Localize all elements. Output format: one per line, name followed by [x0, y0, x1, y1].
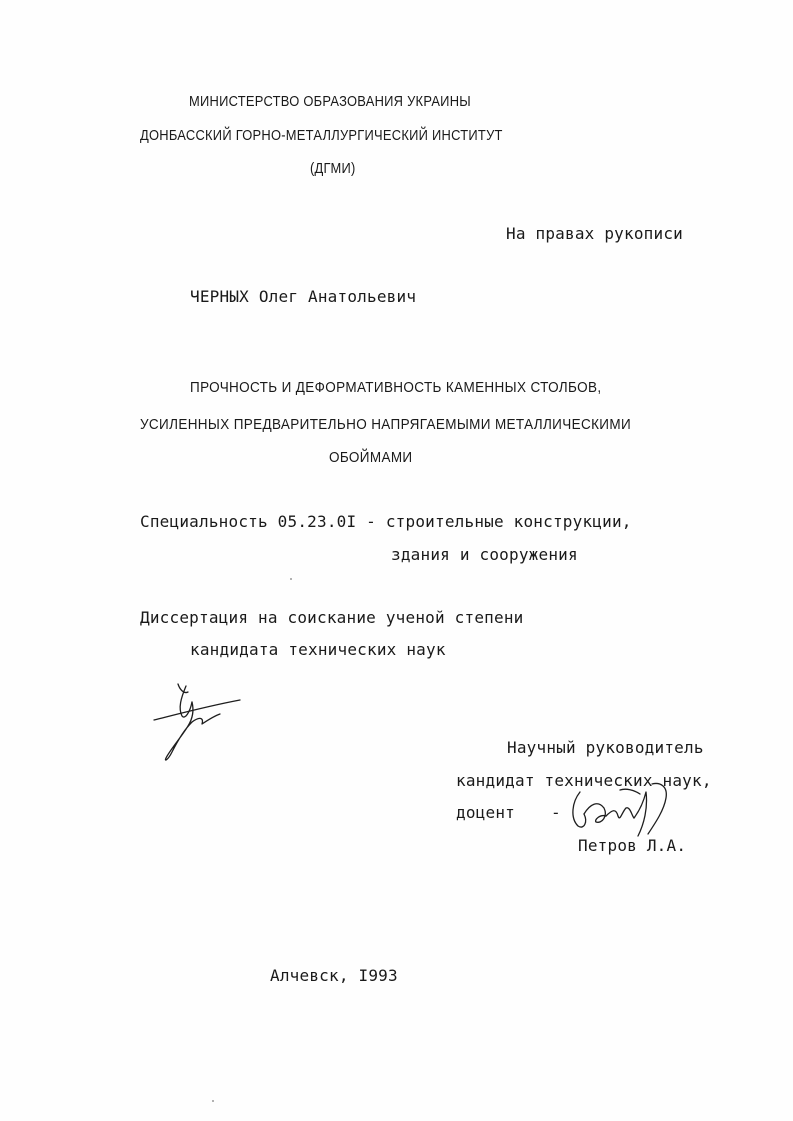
thesis-title-line-3: ОБОЙМАМИ: [329, 449, 413, 466]
thesis-title-line-1: ПРОЧНОСТЬ И ДЕФОРМАТИВНОСТЬ КАМЕННЫХ СТОЛБОВ,: [190, 379, 602, 396]
institute-abbreviation: (ДГМИ): [310, 160, 356, 177]
scan-speck: [290, 578, 292, 580]
place-and-year: Алчевск, I993: [270, 966, 398, 985]
institute-heading: ДОНБАССКИЙ ГОРНО-МЕТАЛЛУРГИЧЕСКИЙ ИНСТИТУТ: [140, 127, 503, 144]
ministry-heading: МИНИСТЕРСТВО ОБРАЗОВАНИЯ УКРАИНЫ: [189, 93, 471, 110]
rights-note: На правах рукописи: [506, 224, 683, 243]
author-signature: [148, 680, 248, 764]
scan-speck: [212, 1100, 214, 1102]
supervisor-name: Петров Л.А.: [578, 836, 687, 855]
supervisor-role: Научный руководитель: [507, 738, 704, 757]
author-name: ЧЕРНЫХ Олег Анатольевич: [190, 287, 417, 306]
supervisor-degree: кандидат технических наук,: [456, 771, 712, 790]
specialty-line-2: здания и сооружения: [391, 545, 578, 564]
dissertation-line-1: Диссертация на соискание ученой степени: [140, 608, 524, 627]
thesis-title-line-2: УСИЛЕННЫХ ПРЕДВАРИТЕЛЬНО НАПРЯГАЕМЫМИ МЕТАЛЛИЧЕСКИМИ: [140, 416, 632, 433]
supervisor-signature: [560, 778, 690, 848]
signature-dash: -: [551, 803, 561, 822]
dissertation-line-2: кандидата технических наук: [190, 640, 446, 659]
supervisor-rank: доцент: [456, 803, 515, 822]
specialty-line-1: Специальность 05.23.0I - строительные конструкции,: [140, 512, 632, 531]
